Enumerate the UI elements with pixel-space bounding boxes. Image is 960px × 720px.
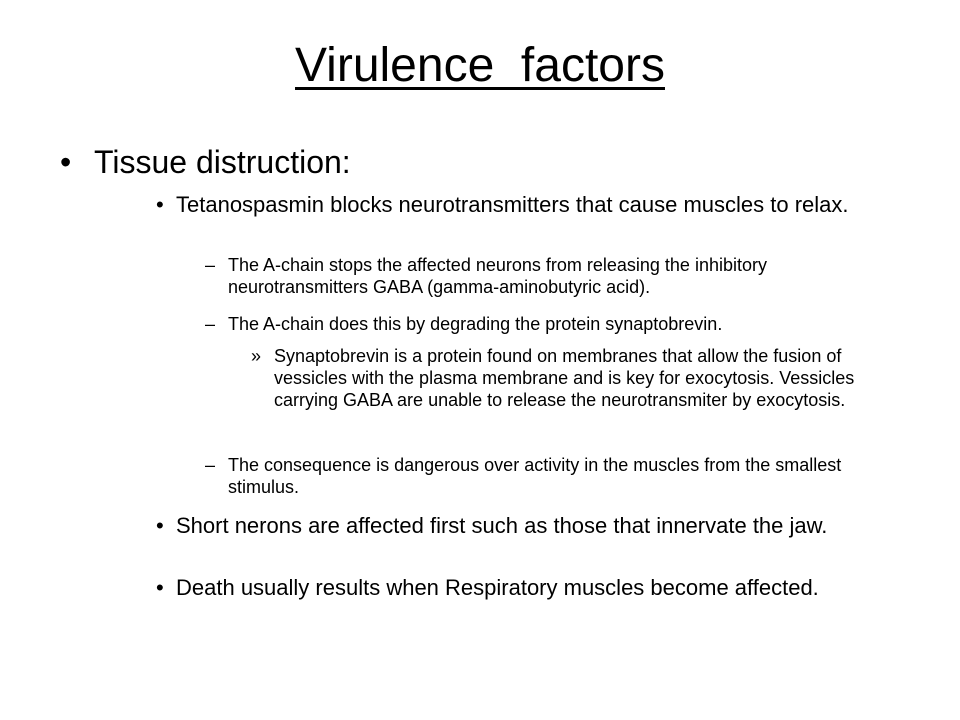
bullet-marker: – bbox=[205, 255, 216, 275]
bullet-text: Tissue distruction: bbox=[94, 144, 351, 180]
bullet-marker: – bbox=[205, 455, 216, 475]
bullet-level3 bbox=[205, 313, 905, 335]
bullet-marker: – bbox=[205, 314, 216, 334]
bullet-level3 bbox=[205, 254, 905, 298]
bullet-level4 bbox=[251, 345, 911, 411]
slide-title-text: Virulence factors bbox=[295, 39, 665, 92]
bullet-text: The A-chain does this by degrading the protein synaptobrevin. bbox=[228, 314, 723, 334]
bullet-marker: • bbox=[156, 575, 164, 600]
bullet-level2 bbox=[156, 512, 906, 539]
bullet-level1 bbox=[60, 143, 920, 181]
bullet-level3 bbox=[205, 454, 905, 498]
bullet-text: The A-chain stops the affected neurons from releasing the inhibitory neurotransmitters GABA (gamma-aminobutyric acid). bbox=[228, 255, 767, 297]
bullet-level2 bbox=[156, 191, 906, 218]
bullet-level2 bbox=[156, 574, 906, 601]
bullet-text: Short nerons are affected first such as those that innervate the jaw. bbox=[176, 513, 828, 538]
bullet-text: Tetanospasmin blocks neurotransmitters that cause muscles to relax. bbox=[176, 192, 849, 217]
bullet-text: Death usually results when Respiratory muscles become affected. bbox=[176, 575, 819, 600]
bullet-marker: » bbox=[251, 346, 262, 366]
bullet-text: The consequence is dangerous over activity in the muscles from the smallest stimulus. bbox=[228, 455, 842, 497]
bullet-marker: • bbox=[60, 144, 72, 180]
bullet-marker: • bbox=[156, 513, 164, 538]
bullet-marker: • bbox=[156, 192, 164, 217]
bullet-text: Synaptobrevin is a protein found on membranes that allow the fusion of vessicles with the plasma membrane and is key for exocytosis. Vessicles carrying GABA are unable to release the neurotransmiter by exocytosis. bbox=[274, 346, 855, 410]
